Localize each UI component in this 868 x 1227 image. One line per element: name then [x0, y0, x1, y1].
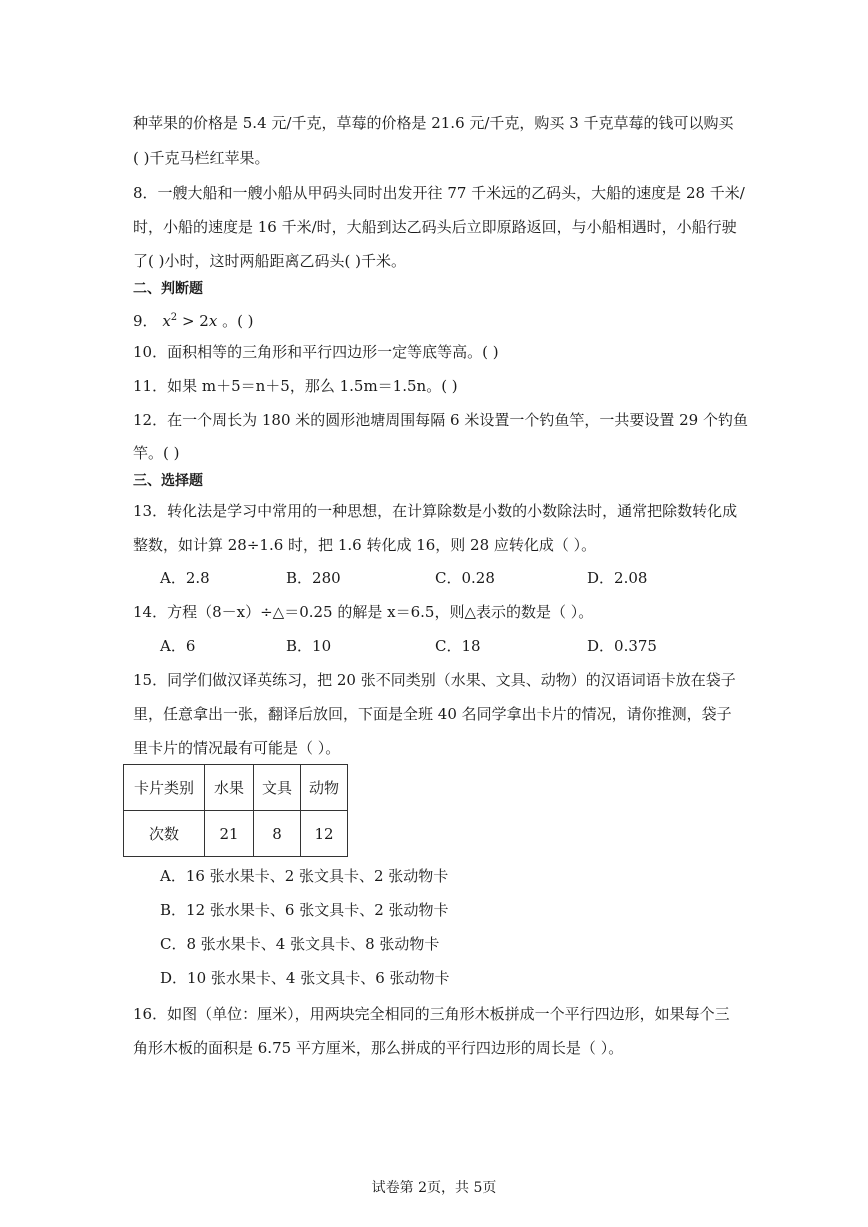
- q13-option-a: A．2.8: [160, 569, 210, 587]
- table-cell: 动物: [301, 765, 348, 811]
- q11-line: 11．如果 m＋5＝n＋5，那么 1.5m＝1.5n。( ): [133, 377, 458, 395]
- q7-line-1: 种苹果的价格是 5.4 元/千克，草莓的价格是 21.6 元/千克，购买 3 千克草莓的钱可以购买: [133, 114, 734, 132]
- q8-line-3: 了( )小时，这时两船距离乙码头( )千米。: [133, 252, 406, 270]
- table-cell: 文具: [254, 765, 301, 811]
- q16-line-1: 16．如图（单位：厘米），用两块完全相同的三角形木板拼成一个平行四边形，如果每个三: [133, 1005, 730, 1023]
- q8-line-1: 8．一艘大船和一艘小船从甲码头同时出发开往 77 千米远的乙码头，大船的速度是 28 千米/: [133, 184, 745, 202]
- q14-option-c: C．18: [435, 637, 481, 655]
- table-cell: 21: [205, 811, 254, 857]
- q13-option-c: C．0.28: [435, 569, 495, 587]
- q9-exponent: 2: [170, 312, 178, 323]
- q15-line-3: 里卡片的情况最有可能是（ ）。: [133, 739, 341, 757]
- q9-compare: > 2: [177, 312, 209, 330]
- q15-option-c: C．8 张水果卡、4 张文具卡、8 张动物卡: [160, 935, 440, 953]
- q15-line-2: 里，任意拿出一张，翻译后放回，下面是全班 40 名同学拿出卡片的情况，请你推测，袋子: [133, 705, 732, 723]
- q9-number: 9．: [133, 312, 158, 330]
- q13-line-1: 13．转化法是学习中常用的一种思想，在计算除数是小数的小数除法时，通常把除数转化成: [133, 502, 738, 520]
- q13-option-b: B．280: [286, 569, 341, 587]
- q10-line: 10．面积相等的三角形和平行四边形一定等底等高。( ): [133, 343, 499, 361]
- q16-line-2: 角形木板的面积是 6.75 平方厘米，那么拼成的平行四边形的周长是（ ）。: [133, 1039, 624, 1057]
- q14-option-b: B．10: [286, 637, 332, 655]
- table-cell: 8: [254, 811, 301, 857]
- q12-line-2: 竿。( ): [133, 444, 180, 462]
- q15-option-d: D．10 张水果卡、4 张文具卡、6 张动物卡: [160, 969, 450, 987]
- q9-var-x-2: x: [208, 312, 218, 330]
- q14-option-d: D．0.375: [587, 637, 657, 655]
- section-choice-heading: 三、选择题: [133, 473, 203, 489]
- table-cell: 水果: [205, 765, 254, 811]
- table-cell: 卡片类别: [124, 765, 205, 811]
- q9-tail: 。( ): [217, 312, 254, 330]
- q9-var-x: x: [162, 312, 171, 330]
- q12-line-1: 12．在一个周长为 180 米的圆形池塘周围每隔 6 米设置一个钓鱼竿，一共要设置 29 个钓鱼: [133, 411, 748, 429]
- table-cell: 次数: [124, 811, 205, 857]
- card-frequency-table: [123, 764, 348, 857]
- q9-line: [133, 308, 254, 331]
- q8-line-2: 时，小船的速度是 16 千米/时，大船到达乙码头后立即原路返回，与小船相遇时，小船行驶: [133, 218, 737, 236]
- q15-option-b: B．12 张水果卡、6 张文具卡、2 张动物卡: [160, 901, 449, 919]
- q15-line-1: 15．同学们做汉译英练习，把 20 张不同类别（水果、文具、动物）的汉语词语卡放在袋子: [133, 671, 736, 689]
- section-judgement-heading: 二、判断题: [133, 281, 203, 297]
- q14-option-a: A．6: [160, 637, 196, 655]
- q13-option-d: D．2.08: [587, 569, 648, 587]
- table-cell: 12: [301, 811, 348, 857]
- q15-option-a: A．16 张水果卡、2 张文具卡、2 张动物卡: [160, 867, 449, 885]
- q14-line-1: 14．方程（8－x）÷△＝0.25 的解是 x＝6.5，则△表示的数是（ ）。: [133, 603, 594, 621]
- page-footer: 试卷第 2页，共 5页: [371, 1180, 497, 1196]
- q7-line-2: ( )千克马栏红苹果。: [133, 149, 270, 167]
- table-header-row: [124, 765, 348, 811]
- q13-line-2: 整数，如计算 28÷1.6 时，把 1.6 转化成 16，则 28 应转化成（ ）。: [133, 536, 597, 554]
- table-row: [124, 811, 348, 857]
